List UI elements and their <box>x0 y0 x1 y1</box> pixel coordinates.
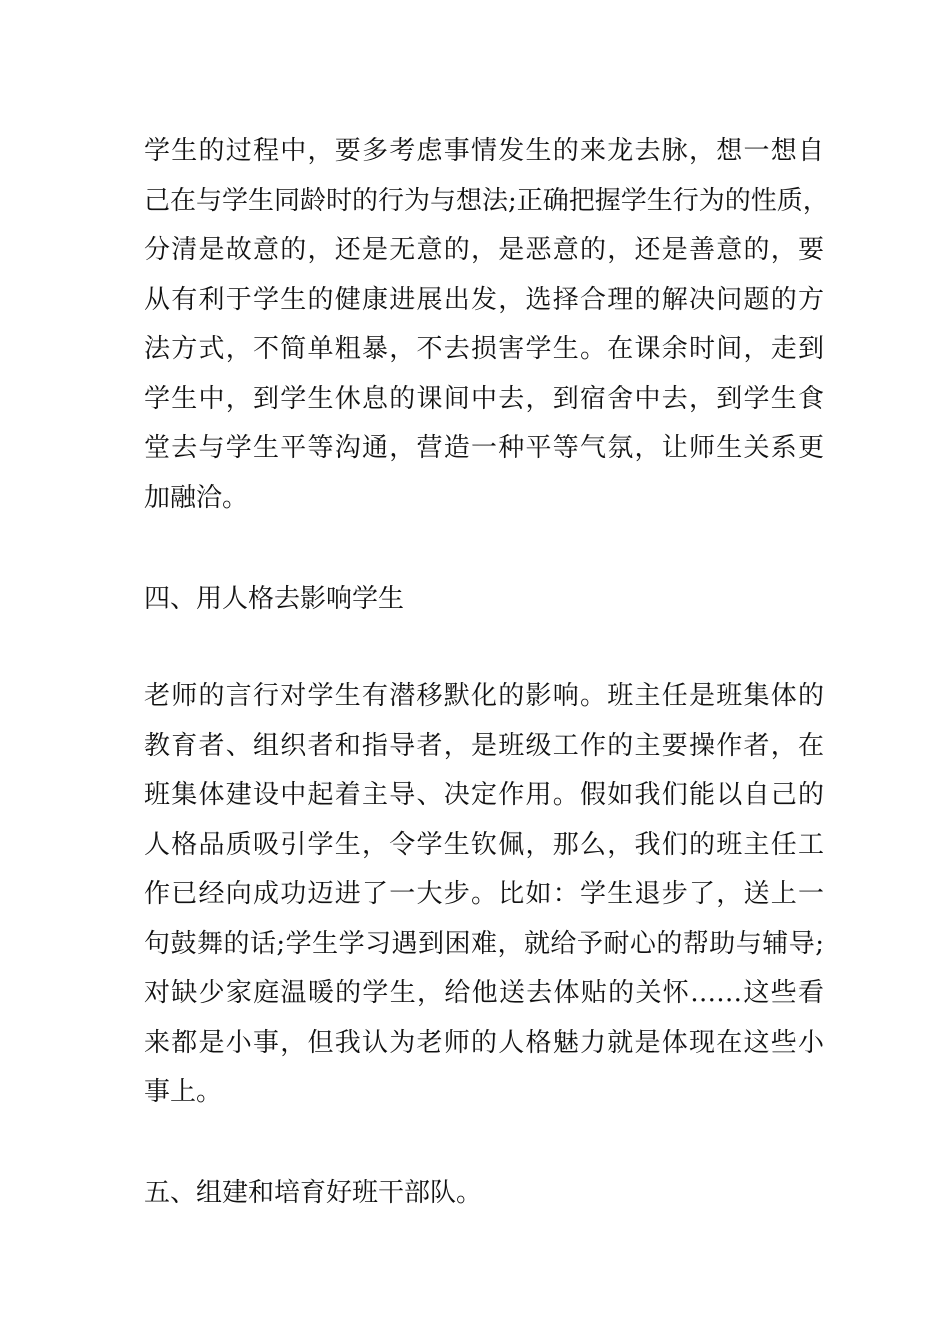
text-line: 堂去与学生平等沟通，营造一种平等气氛，让师生关系更 <box>144 433 824 463</box>
section-heading-4: 四、用人格去影响学生 <box>144 584 405 614</box>
text-line: 班集体建设中起着主导、决定作用。假如我们能以自己的 <box>144 780 824 810</box>
text-line: 老师的言行对学生有潜移默化的影响。班主任是班集体的 <box>144 681 824 711</box>
text-line: 来都是小事，但我认为老师的人格魅力就是体现在这些小 <box>144 1027 824 1058</box>
text-line: 学生中，到学生休息的课间中去，到宿舍中去，到学生食 <box>144 383 824 414</box>
text-line: 对缺少家庭温暖的学生，给他送去体贴的关怀……这些看 <box>144 978 824 1008</box>
text-line: 从有利于学生的健康进展出发，选择合理的解决问题的方 <box>144 284 824 315</box>
text-line: 己在与学生同龄时的行为与想法;正确把握学生行为的性质， <box>144 185 829 216</box>
text-line: 分清是故意的，还是无意的，是恶意的，还是善意的，要 <box>144 235 824 265</box>
text-line: 作已经向成功迈进了一大步。比如：学生退步了，送上一 <box>144 879 824 909</box>
text-line: 教育者、组织者和指导者，是班级工作的主要操作者，在 <box>144 730 824 761</box>
text-line: 人格品质吸引学生，令学生钦佩，那么，我们的班主任工 <box>144 829 824 860</box>
text-line: 学生的过程中，要多考虑事情发生的来龙去脉，想一想自 <box>144 136 824 166</box>
text-line: 句鼓舞的话;学生学习遇到困难，就给予耐心的帮助与辅导; <box>144 928 824 959</box>
paragraph-student-communication <box>144 127 829 523</box>
text-line: 加融洽。 <box>144 482 249 513</box>
section-heading-5: 五、组建和培育好班干部队。 <box>144 1178 483 1208</box>
text-line: 事上。 <box>144 1077 223 1107</box>
paragraph-personality-influence <box>144 672 824 1118</box>
text-line: 法方式，不简单粗暴，不去损害学生。在课余时间，走到 <box>144 334 824 364</box>
